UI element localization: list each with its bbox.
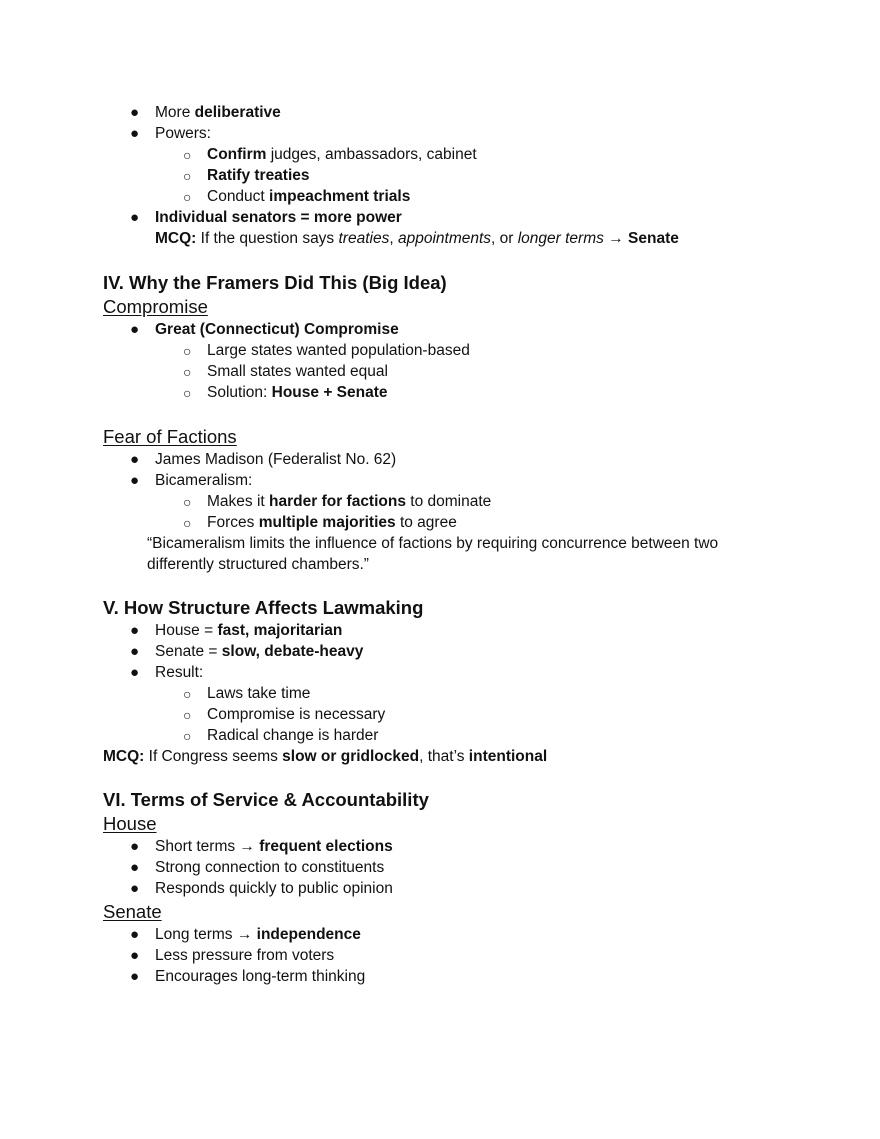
bullet-dot-icon: ● bbox=[130, 880, 140, 897]
subsection-title: House bbox=[103, 813, 157, 834]
section-heading: IV. Why the Framers Did This (Big Idea) bbox=[103, 272, 447, 293]
bullet-circle-icon: ○ bbox=[183, 364, 192, 380]
sub-list-item: Radical change is harder bbox=[207, 727, 379, 744]
bullet-circle-icon: ○ bbox=[183, 707, 192, 723]
sub-list-item: Compromise is necessary bbox=[207, 706, 386, 723]
list-item: Individual senators = more power bbox=[155, 209, 402, 226]
list-item: Strong connection to constituents bbox=[155, 859, 385, 876]
bullet-circle-icon: ○ bbox=[183, 147, 192, 163]
bullet-dot-icon: ● bbox=[130, 947, 140, 964]
mcq-note: MCQ: If Congress seems slow or gridlocked, that’s intentional bbox=[103, 748, 548, 765]
bullet-circle-icon: ○ bbox=[183, 728, 192, 744]
mcq-note: MCQ: If the question says treaties, appointments, or longer terms → Senate bbox=[155, 230, 679, 247]
list-item: Encourages long-term thinking bbox=[155, 968, 366, 985]
quote-line: “Bicameralism limits the influence of factions by requiring concurrence between two bbox=[147, 535, 719, 552]
sub-list-item: Laws take time bbox=[207, 685, 311, 702]
bullet-dot-icon: ● bbox=[130, 125, 140, 142]
bullet-circle-icon: ○ bbox=[183, 385, 192, 401]
bullet-dot-icon: ● bbox=[130, 838, 140, 855]
quote-line: differently structured chambers.” bbox=[147, 556, 369, 573]
bullet-circle-icon: ○ bbox=[183, 343, 192, 359]
bullet-dot-icon: ● bbox=[130, 926, 140, 943]
bullet-circle-icon: ○ bbox=[183, 168, 192, 184]
sub-list-item: Large states wanted population-based bbox=[207, 342, 470, 359]
sub-list-item: Confirm judges, ambassadors, cabinet bbox=[207, 146, 477, 163]
list-item: Bicameralism: bbox=[155, 472, 253, 489]
section-heading: VI. Terms of Service & Accountability bbox=[103, 789, 429, 810]
bullet-dot-icon: ● bbox=[130, 859, 140, 876]
subsection-title: Senate bbox=[103, 901, 162, 922]
bullet-dot-icon: ● bbox=[130, 643, 140, 660]
list-item: Powers: bbox=[155, 125, 211, 142]
subsection-title: Compromise bbox=[103, 296, 208, 317]
bullet-dot-icon: ● bbox=[130, 451, 140, 468]
bullet-dot-icon: ● bbox=[130, 472, 140, 489]
sub-list-item: Solution: House + Senate bbox=[207, 384, 388, 401]
sub-list-item: Conduct impeachment trials bbox=[207, 188, 411, 205]
list-item: House = fast, majoritarian bbox=[155, 622, 343, 639]
sub-list-item: Small states wanted equal bbox=[207, 363, 388, 380]
bullet-circle-icon: ○ bbox=[183, 515, 192, 531]
sub-list-item: Makes it harder for factions to dominate bbox=[207, 493, 492, 510]
bullet-dot-icon: ● bbox=[130, 209, 140, 226]
section-heading: V. How Structure Affects Lawmaking bbox=[103, 597, 424, 618]
bullet-circle-icon: ○ bbox=[183, 189, 192, 205]
bullet-dot-icon: ● bbox=[130, 664, 140, 681]
list-item: Responds quickly to public opinion bbox=[155, 880, 393, 897]
list-item: Less pressure from voters bbox=[155, 947, 335, 964]
list-item: Short terms → frequent elections bbox=[155, 838, 393, 855]
bullet-dot-icon: ● bbox=[130, 104, 140, 121]
list-item: Great (Connecticut) Compromise bbox=[155, 321, 399, 338]
list-item: More deliberative bbox=[155, 104, 281, 121]
bullet-circle-icon: ○ bbox=[183, 686, 192, 702]
sub-list-item: Ratify treaties bbox=[207, 167, 310, 184]
sub-list-item: Forces multiple majorities to agree bbox=[207, 514, 457, 531]
bullet-dot-icon: ● bbox=[130, 968, 140, 985]
bullet-dot-icon: ● bbox=[130, 622, 140, 639]
list-item: Long terms → independence bbox=[155, 926, 361, 943]
list-item: James Madison (Federalist No. 62) bbox=[155, 451, 397, 468]
bullet-dot-icon: ● bbox=[130, 321, 140, 338]
list-item: Result: bbox=[155, 664, 204, 681]
subsection-title: Fear of Factions bbox=[103, 426, 237, 447]
bullet-circle-icon: ○ bbox=[183, 494, 192, 510]
list-item: Senate = slow, debate-heavy bbox=[155, 643, 364, 660]
